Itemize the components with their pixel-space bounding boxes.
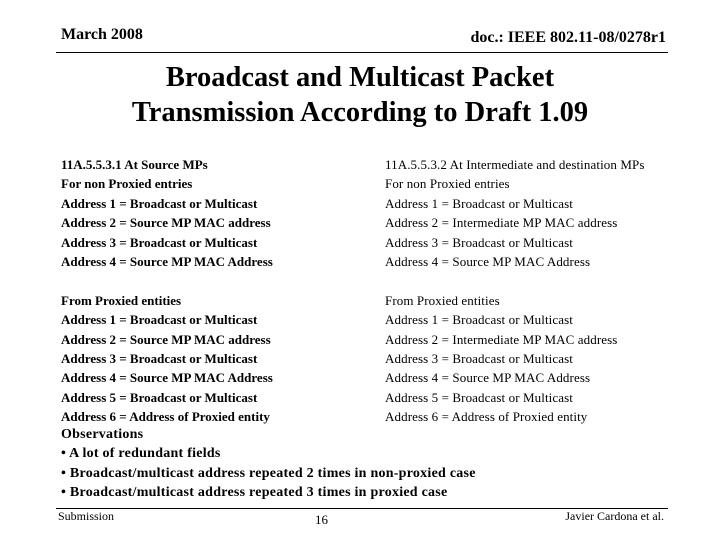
left-line: Address 1 = Broadcast or Multicast: [61, 195, 258, 211]
spacer: [61, 271, 273, 290]
left-line: Address 2 = Source MP MAC address: [61, 215, 271, 231]
left-line: For non Proxied entries: [61, 176, 193, 192]
right-line: From Proxied entities: [385, 292, 500, 308]
left-line: Address 2 = Source MP MAC address: [61, 331, 271, 347]
footer-submission: Submission: [58, 509, 115, 523]
footer-author: Javier Cardona et al.: [565, 509, 664, 523]
left-line: Address 4 = Source MP MAC Address: [61, 370, 273, 386]
left-line: Address 1 = Broadcast or Multicast: [61, 312, 258, 328]
left-line: Address 3 = Broadcast or Multicast: [61, 351, 258, 367]
observation-item: • Broadcast/multicast address repeated 3 times in proxied case: [61, 485, 448, 501]
title-line-1: Broadcast and Multicast Packet: [165, 62, 555, 93]
right-heading: 11A.5.5.3.2 At Intermediate and destination MPs: [385, 157, 645, 172]
right-line: Address 3 = Broadcast or Multicast: [385, 351, 574, 367]
observation-item: • A lot of redundant fields: [61, 446, 221, 462]
right-line: Address 2 = Intermediate MP MAC address: [385, 331, 618, 347]
header-doc-id: doc.: IEEE 802.11-08/0278r1: [470, 29, 666, 46]
observation-item: • Broadcast/multicast address repeated 2 times in non-proxied case: [61, 465, 476, 481]
right-line: Address 1 = Broadcast or Multicast: [385, 312, 574, 328]
right-line: Address 4 = Source MP MAC Address: [385, 254, 591, 270]
spacer: [385, 271, 645, 290]
right-line: Address 6 = Address of Proxied entity: [385, 409, 588, 425]
left-line: Address 4 = Source MP MAC Address: [61, 254, 273, 270]
header-divider: [56, 52, 668, 53]
page-number: 16: [315, 512, 328, 527]
right-line: Address 4 = Source MP MAC Address: [385, 370, 591, 386]
left-line: Address 6 = Address of Proxied entity: [61, 409, 270, 425]
right-line: Address 1 = Broadcast or Multicast: [385, 195, 574, 211]
left-column: [61, 155, 273, 427]
left-line: From Proxied entities: [61, 292, 182, 308]
observations-heading: Observations: [61, 427, 144, 442]
title-line-2: Transmission According to Draft 1.09: [131, 97, 589, 128]
right-line: Address 2 = Intermediate MP MAC address: [385, 215, 618, 231]
left-line: Address 3 = Broadcast or Multicast: [61, 234, 258, 250]
left-line: Address 5 = Broadcast or Multicast: [61, 389, 258, 405]
left-heading: 11A.5.5.3.1 At Source MPs: [61, 157, 208, 172]
right-line: For non Proxied entries: [385, 176, 510, 192]
right-line: Address 5 = Broadcast or Multicast: [385, 389, 574, 405]
slide-title: [0, 60, 720, 130]
observations: [61, 425, 476, 503]
header-date: March 2008: [61, 26, 143, 43]
right-line: Address 3 = Broadcast or Multicast: [385, 234, 574, 250]
right-column: [385, 155, 645, 427]
